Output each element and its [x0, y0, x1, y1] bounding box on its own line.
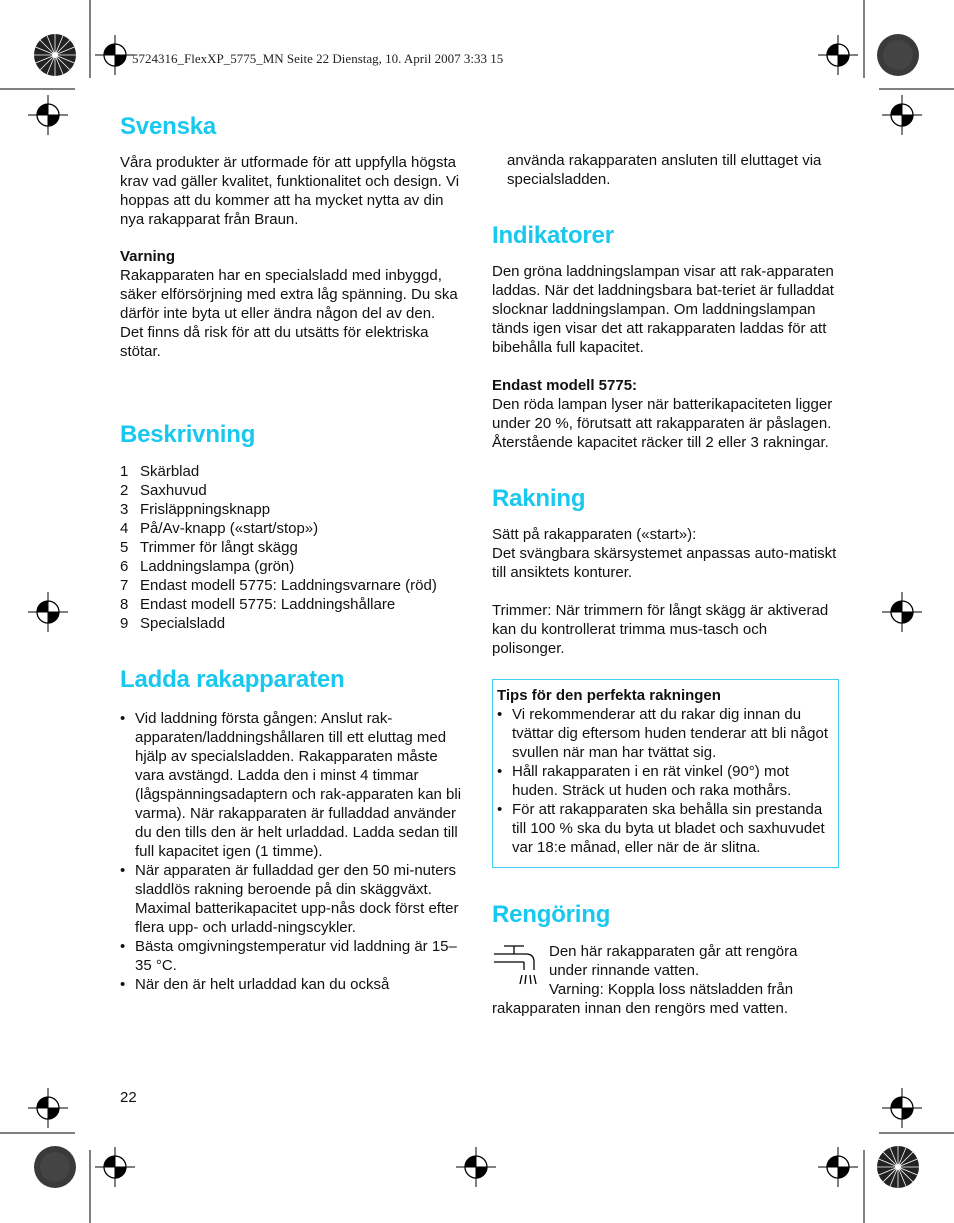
page-number: 22 [120, 1089, 137, 1106]
parts-list-item [120, 557, 462, 576]
item-number: 5 [120, 539, 129, 556]
item-text: Frisläppningsknapp [140, 501, 271, 518]
parts-list-item [120, 519, 462, 538]
tips-box [492, 679, 839, 868]
indicator-text: Den gröna laddningslampan visar att rak-apparaten laddas. När det laddningsbara bat-teriet är fulladdat slocknar laddningslampan. Om laddningslampan tänds igen visar det att rakapparaten laddas för att bibehålla full kapacitet. [492, 263, 834, 356]
item-number: 1 [120, 463, 129, 480]
intro-paragraph: Våra produkter är utformade för att uppfylla högsta krav vad gäller kvalitet, funktionalitet och design. Vi hoppas att du kommer att ha mycket nytta av din nya rakapparat från Braun. [120, 154, 460, 228]
registration-mark-icon [882, 592, 922, 632]
item-number: 3 [120, 501, 129, 518]
parts-list-item [120, 576, 462, 595]
trimmer-text: Trimmer: När trimmern för långt skägg är aktiverad kan du kontrollerat trimma mus-tasch och polisonger. [492, 602, 829, 657]
registration-mark-icon [28, 592, 68, 632]
item-text: Saxhuvud [140, 482, 207, 499]
item-text: På/Av-knapp («start/stop») [140, 520, 319, 537]
registration-mark-icon [456, 1147, 496, 1187]
heading-indikatorer: Indikatorer [492, 222, 614, 249]
item-text: Specialsladd [140, 615, 226, 632]
heading-rengoring: Rengöring [492, 901, 611, 928]
tip-bullet: • Håll rakapparaten i en rät vinkel (90°) mot huden. Sträck ut huden och raka mothårs. [497, 762, 833, 800]
charging-bullet: • När apparaten är fulladdad ger den 50 mi-nuters sladdlös rakning beroende på din skäggväxt. Maximal batterikapacitet upp-nås dock först efter flera upp- och urladd-ningscykler. [120, 861, 462, 937]
water-tap-icon [492, 944, 540, 986]
tips-title: Tips för den perfekta rakningen [497, 687, 721, 704]
heading-ladda: Ladda rakapparaten [120, 666, 345, 693]
shaving-line2: Det svängbara skärsystemet anpassas auto-matiskt till ansiktets konturer. [492, 545, 837, 581]
heading-svenska: Svenska [120, 113, 217, 140]
model-text: Den röda lampan lyser när batterikapaciteten ligger under 20 %, förutsatt att rakapparaten är påslagen. Återstående kapacitet räcker till 2 eller 3 rakningar. [492, 396, 833, 451]
gray-target-icon [877, 34, 919, 76]
item-text: Endast modell 5775: Laddningsvarnare (röd) [140, 577, 437, 594]
right-column [492, 151, 838, 1018]
tip-bullet: • Vi rekommenderar att du rakar dig innan du tvättar dig eftersom huden tenderar att bli något svullen när man har tvättat sig. [497, 705, 833, 762]
tip-bullet: • För att rakapparaten ska behålla sin prestanda till 100 % ska du byta ut bladet och saxhuvudet var 18:e månad, eller när de är slitna. [497, 800, 833, 857]
gray-target-icon [34, 1146, 76, 1188]
item-number: 7 [120, 577, 129, 594]
parts-list-item [120, 614, 462, 633]
color-target-icon [877, 1146, 919, 1188]
warning-text: Rakapparaten har en specialsladd med inbyggd, säker elförsörjning med extra låg spänning. Du ska därför inte byta ut eller ändra någon del av den. Det finns då risk för att du utsätts för elektriska stötar. [120, 267, 458, 360]
parts-list-item [120, 595, 462, 614]
item-number: 2 [120, 482, 129, 499]
charging-bullet: • När den är helt urladdad kan du också [120, 975, 462, 994]
heading-rakning: Rakning [492, 485, 586, 512]
registration-mark-icon [28, 95, 68, 135]
registration-mark-icon [95, 35, 135, 75]
charging-continuation: använda rakapparaten ansluten till eluttaget via specialsladden. [507, 152, 822, 188]
registration-mark-icon [882, 1088, 922, 1128]
item-text: Laddningslampa (grön) [140, 558, 295, 575]
left-column [120, 113, 462, 994]
item-number: 6 [120, 558, 129, 575]
parts-list-item [120, 462, 462, 481]
color-target-icon [34, 34, 76, 76]
registration-mark-icon [28, 1088, 68, 1128]
item-number: 4 [120, 520, 129, 537]
registration-mark-icon [818, 35, 858, 75]
cleaning-text1: Den här rakapparaten går att rengöra under rinnande vatten. [549, 943, 798, 979]
model-label: Endast modell 5775: [492, 377, 638, 394]
print-header: 5724316_FlexXP_5775_MN Seite 22 Dienstag, 10. April 2007 3:33 15 [132, 51, 504, 66]
warning-label: Varning [120, 248, 176, 265]
parts-list-item [120, 538, 462, 557]
item-text: Skärblad [140, 463, 200, 480]
parts-list-item [120, 500, 462, 519]
charging-bullet: • Bästa omgivningstemperatur vid laddning är 15–35 °C. [120, 937, 462, 975]
registration-mark-icon [95, 1147, 135, 1187]
parts-list [120, 462, 462, 633]
cleaning-text2: Varning: Koppla loss nätsladden från rakapparaten innan den rengörs med vatten. [492, 981, 794, 1017]
heading-beskrivning: Beskrivning [120, 421, 256, 448]
parts-list-item [120, 481, 462, 500]
registration-mark-icon [882, 95, 922, 135]
item-number: 8 [120, 596, 129, 613]
item-number: 9 [120, 615, 129, 632]
charging-bullet: • Vid laddning första gången: Anslut rak-apparaten/laddningshållaren till ett eluttag med hjälp av specialsladden. Rakapparaten måste vara avstängd. Ladda den i minst 4 timmar (lågspänningsadaptern och rak-apparaten kan bli varma). När rakapparaten är fulladdad använder du den tills den är helt urladdad. Ladda sedan till full kapacitet igen (1 timme). [120, 709, 462, 861]
cleaning-section [492, 942, 838, 1018]
item-text: Endast modell 5775: Laddningshållare [140, 596, 396, 613]
item-text: Trimmer för långt skägg [140, 539, 298, 556]
shaving-line1: Sätt på rakapparaten («start»): [492, 526, 697, 543]
tips-list [497, 705, 833, 857]
registration-mark-icon [818, 1147, 858, 1187]
charging-list [120, 709, 462, 994]
